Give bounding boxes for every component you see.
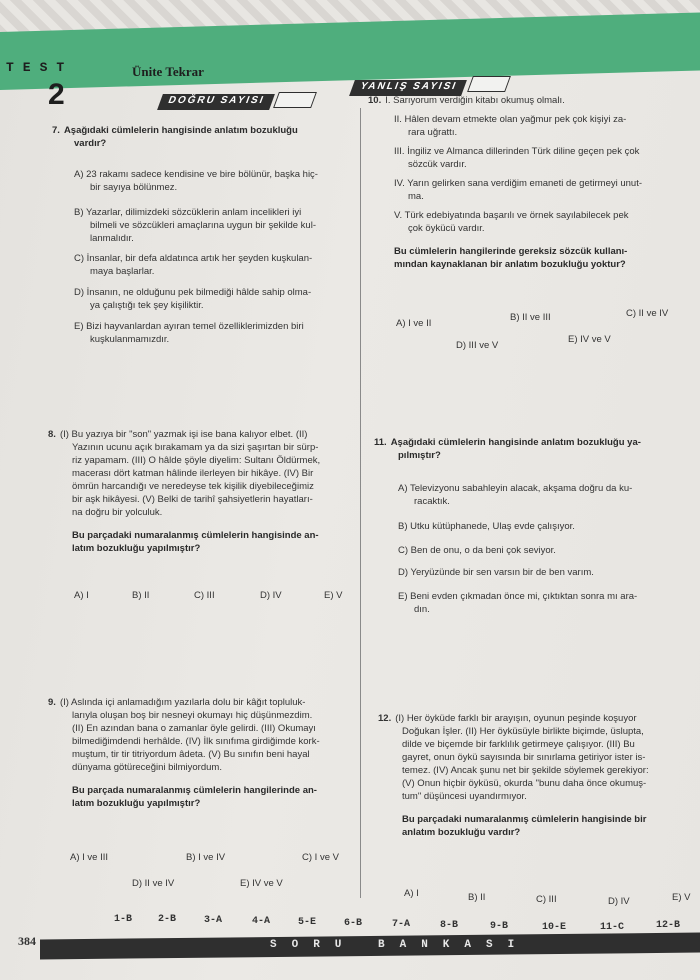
passage-line: macerası dört katman hâlinde ilerleyen bir hikâye. (IV) Bir	[72, 468, 314, 479]
passage-line: (V) Onun hiçbir öyküsü, okurda "bunu daha önce okumuş-	[402, 778, 647, 789]
wrong-count-box[interactable]	[467, 76, 511, 92]
answer-item: 2-B	[158, 914, 177, 925]
option-text: A) 23 rakamı sadece kendisine ve bire bölünür, başka hiç-	[74, 169, 318, 180]
q10-option-b[interactable]: B) II ve III	[510, 312, 551, 323]
option-text: C) Ben de onu, o da beni çok seviyor.	[398, 545, 556, 556]
option-text: racaktık.	[414, 496, 450, 507]
q11-option-d[interactable]	[398, 566, 594, 579]
q12-option-c[interactable]: C) III	[536, 894, 557, 905]
option-text: E) Bizi hayvanlardan ayıran temel özelliklerimizden biri	[74, 321, 304, 332]
q10-option-c[interactable]: C) II ve IV	[626, 308, 669, 319]
option-text: C) İnsanlar, bir defa aldatınca artık her şeyden kuşkulan-	[74, 253, 313, 264]
question-stem: Aşağıdaki cümlelerin hangisinde anlatım bozukluğu ya-	[390, 437, 641, 448]
option-text: B) Yazarlar, dilimizdeki sözcüklerin anlam incelikleri iyi	[74, 207, 302, 218]
option-text: bir sayıya bölünmez.	[90, 182, 178, 193]
q12-option-b[interactable]: B) II	[468, 892, 486, 903]
passage-line: gayret, onun öykü sayısında bir sınırlama getiriyor ister is-	[402, 752, 646, 763]
question-stem: vardır?	[74, 138, 107, 149]
statement-line: ma.	[408, 191, 424, 202]
q11-option-e[interactable]	[398, 590, 637, 616]
option-text: E) Beni evden çıkmadan önce mi, çıktıktan sonra mı ara-	[398, 591, 638, 602]
question-number: 10.	[368, 95, 382, 106]
passage-line: Doğukan İşler. (II) Her öyküsüyle birlikte biçimde, üslupta,	[402, 726, 644, 737]
q8-option-e[interactable]: E) V	[324, 590, 343, 601]
question-number: 7.	[52, 125, 60, 136]
q7-option-b[interactable]	[74, 206, 316, 245]
option-text: ya çalıştığı tek şey kişiliktir.	[90, 300, 204, 311]
statement-line: III. İngiliz ve Almanca dillerinden Türk diline geçen pek çok	[394, 146, 640, 157]
statement-line: II. Hâlen devam etmekte olan yağmur pek çok kişiyi za-	[394, 114, 627, 125]
question-number: 8.	[48, 429, 56, 440]
option-text: bilmeli ve sözcükleri amaçlarına uygun bir şekilde kul-	[90, 220, 316, 231]
passage-line: tum" düşüncesi uyandırmıyor.	[402, 791, 527, 802]
q11-option-c[interactable]	[398, 544, 556, 557]
statement-line: V. Türk edebiyatında başarılı ve örnek sayılabilecek pek	[394, 210, 629, 221]
question-stem: anlatım bozukluğu vardır?	[402, 827, 521, 838]
answer-item: 12-B	[656, 920, 681, 931]
q10-option-e[interactable]: E) IV ve V	[568, 334, 611, 345]
question-number: 9.	[48, 697, 56, 708]
answer-item: 10-E	[542, 922, 567, 933]
passage-line: bilmediğimdendi herhâlde. (IV) İlk sınıfıma girdiğimde kork-	[72, 736, 320, 747]
passage-line: dilde ve biçemde bir farklılık getirmeye çalışıyor. (III) Bu	[402, 739, 635, 750]
q7-option-a[interactable]	[74, 168, 318, 194]
answer-item: 3-A	[204, 915, 223, 926]
question-stem: latım bozukluğu yapılmıştır?	[72, 798, 201, 809]
q8-option-d[interactable]: D) IV	[260, 590, 282, 601]
passage-line: ömrün harcandığı ve neredeyse tek kişilik diyebileceğimiz	[72, 481, 314, 492]
passage-line: Yazının ucunu açık bırakamam ya da sizi şaşırtan bir sürp-	[72, 442, 319, 453]
q9-option-e[interactable]: E) IV ve V	[240, 878, 283, 889]
answer-item: 4-A	[252, 916, 271, 927]
option-text: B) Utku kütüphanede, Ulaş evde çalışıyor.	[398, 521, 575, 532]
answer-item: 11-C	[600, 922, 625, 933]
test-label: TEST	[6, 60, 74, 75]
statement-line: I. Sarıyorum verdiğin kitabı okumuş olmalı.	[385, 95, 565, 106]
answer-item: 9-B	[490, 921, 509, 932]
option-text: maya başlarlar.	[90, 266, 155, 277]
q11-option-a[interactable]	[398, 482, 632, 508]
statement-line: sözcük vardır.	[408, 159, 467, 170]
q8-option-b[interactable]: B) II	[132, 590, 150, 601]
option-text: dın.	[414, 604, 430, 615]
question-stem: mından kaynaklanan bir anlatım bozukluğu yoktur?	[394, 259, 626, 270]
passage-line: dünyama götüreceğini bilmiyordum.	[72, 762, 222, 773]
passage-line: na doğru bir yolculuk.	[72, 507, 163, 518]
question-11	[374, 436, 694, 462]
statement-line: IV. Yarın gelirken sana verdiğim emaneti de getirmeyi unut-	[394, 178, 643, 189]
q7-option-e[interactable]	[74, 320, 304, 346]
wrong-count-label: YANLIŞ SAYISI	[349, 80, 467, 96]
answer-item: 5-E	[298, 917, 317, 928]
passage-line: (I) Her öyküde farklı bir arayışın, oyunun peşinde koşuyor	[395, 713, 637, 724]
correct-count-box[interactable]	[273, 92, 317, 108]
option-text: A) Televizyonu sabahleyin alacak, akşama doğru da ku-	[398, 483, 633, 494]
passage-line: temez. (IV) Ancak şunu net bir şekilde söylemek gerekiyor:	[402, 765, 649, 776]
question-stem: Aşağıdaki cümlelerin hangisinde anlatım bozukluğu	[63, 125, 298, 136]
passage-line: riz yapamam. (III) O hâlde şöyle diyelim: Sultanı Öldürmek,	[72, 455, 321, 466]
question-7	[52, 124, 352, 150]
question-stem: Bu cümlelerin hangilerinde gereksiz sözcük kullanı-	[394, 246, 628, 257]
question-stem: Bu parçada numaralanmış cümlelerin hangilerinde an-	[72, 785, 317, 796]
unit-title: Ünite Tekrar	[132, 64, 204, 79]
q9-option-a[interactable]: A) I ve III	[70, 852, 109, 863]
question-12	[378, 712, 694, 839]
answer-key	[100, 910, 680, 936]
question-stem: pılmıştır?	[398, 450, 441, 461]
option-text: kuşkulanmamızdır.	[90, 334, 170, 345]
passage-line: muştum, tir tir titriyordum âdeta. (V) Bu sınıfın beni hayal	[72, 749, 310, 760]
correct-count-label: DOĞRU SAYISI	[157, 94, 275, 110]
question-10	[368, 94, 694, 271]
option-text: lanmalıdır.	[90, 233, 134, 244]
q7-option-d[interactable]	[74, 286, 311, 312]
answer-item: 8-B	[440, 920, 459, 931]
q10-option-d[interactable]: D) III ve V	[456, 340, 499, 351]
page-number: 384	[18, 934, 36, 948]
question-number: 12.	[378, 713, 392, 724]
q10-option-a[interactable]: A) I ve II	[396, 318, 432, 329]
q8-option-a[interactable]: A) I	[74, 590, 89, 601]
question-9	[48, 696, 358, 810]
question-stem: latım bozukluğu yapılmıştır?	[72, 543, 201, 554]
option-text: D) Yeryüzünde bir sen varsın bir de ben varım.	[398, 567, 594, 578]
question-stem: Bu parçadaki numaralanmış cümlelerin hangisinde an-	[72, 530, 319, 541]
q8-option-c[interactable]: C) III	[194, 590, 215, 601]
answer-item: 7-A	[392, 919, 411, 930]
answer-item: 6-B	[344, 918, 363, 929]
test-number: 2	[48, 78, 65, 111]
q12-option-d[interactable]: D) IV	[608, 896, 630, 907]
question-stem: Bu parçadaki numaralanmış cümlelerin hangisinde bir	[402, 814, 647, 825]
statement-line: rara uğrattı.	[408, 127, 458, 138]
passage-line: larıyla oluşan boş bir nesneyi okumayı hiç düşünmezdim.	[72, 710, 313, 721]
q12-option-a[interactable]: A) I	[404, 888, 419, 899]
question-8	[48, 428, 358, 555]
q7-option-c[interactable]	[74, 252, 312, 278]
q9-option-b[interactable]: B) I ve IV	[186, 852, 226, 863]
q11-option-b[interactable]	[398, 520, 575, 533]
question-number: 11.	[374, 437, 387, 448]
statement-line: çok öykücü vardır.	[408, 223, 485, 234]
passage-line: (I) Aslında içi anlamadığım yazılarla dolu bir kâğıt topluluk-	[59, 697, 306, 708]
passage-line: (I) Bu yazıya bir "son" yazmak işi ise bana kalıyor elbet. (II)	[59, 429, 308, 440]
answer-item: 1-B	[114, 914, 133, 925]
passage-line: (II) En azından bana o zamanlar öyle gelirdi. (III) Okumayı	[72, 723, 316, 734]
column-divider	[360, 108, 361, 898]
book-title: SORU BANKASI	[270, 939, 530, 951]
option-text: D) İnsanın, ne olduğunu pek bilmediği hâlde sahip olma-	[74, 287, 312, 298]
q9-option-d[interactable]: D) II ve IV	[132, 878, 175, 889]
q12-option-e[interactable]: E) V	[672, 892, 691, 903]
passage-line: bir aşk hikâyesi. (V) Belki de tarihî şahsiyetlerin hayatları-	[72, 494, 313, 505]
q9-option-c[interactable]: C) I ve V	[302, 852, 339, 863]
